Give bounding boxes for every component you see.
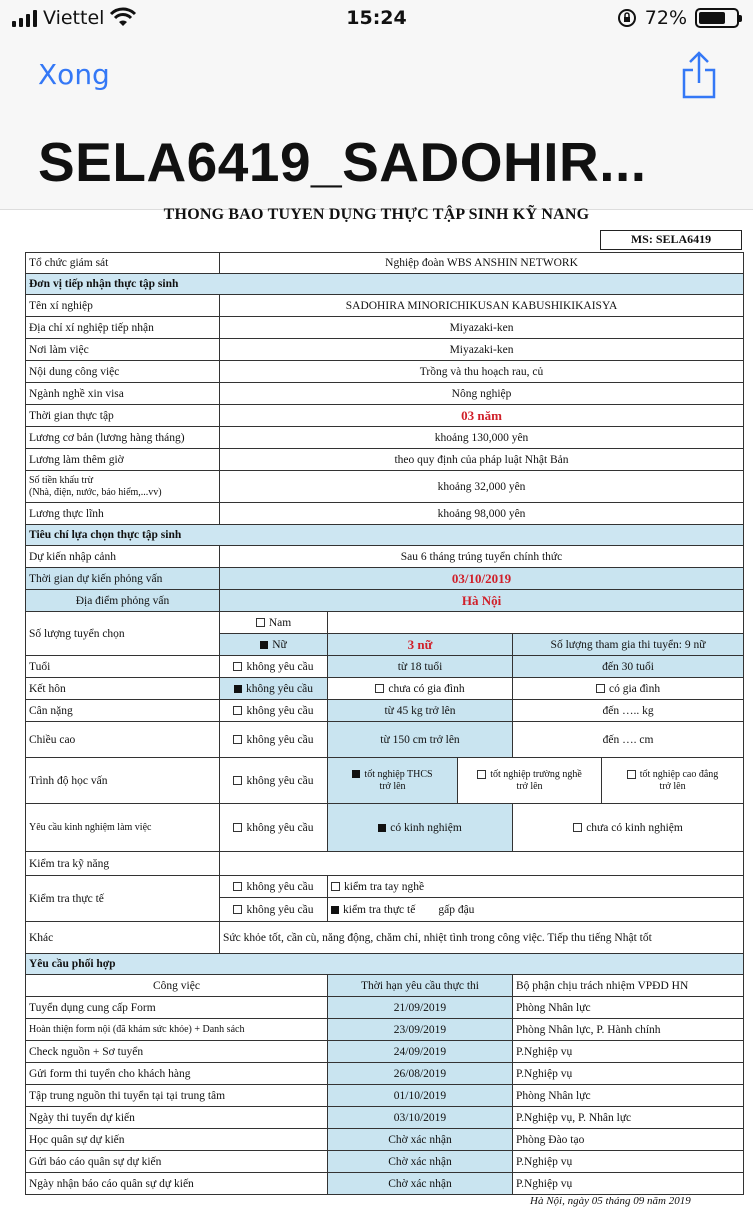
table-row <box>26 449 744 471</box>
battery-percent: 72% <box>644 7 687 29</box>
row-label: Lương làm thêm giờ <box>26 449 220 471</box>
dept-cell: Phòng Nhân lực <box>513 1085 744 1107</box>
no-experience-option <box>513 804 744 852</box>
row-label: Tên xí nghiệp <box>26 295 220 317</box>
checkbox-icon <box>233 735 242 744</box>
table-row <box>26 700 744 722</box>
age-to: đến 30 tuổi <box>513 656 744 678</box>
unmarried-option <box>328 678 513 700</box>
deadline-cell: Chờ xác nhận <box>328 1129 513 1151</box>
row-value: Nông nghiệp <box>220 383 744 405</box>
checkbox-icon <box>573 823 582 832</box>
option-label: không yêu cầu <box>246 821 314 834</box>
craft-test-option <box>328 876 744 898</box>
duration-label: Thời gian thực tập <box>26 405 220 427</box>
dept-cell: Phòng Nhân lực, P. Hành chính <box>513 1019 744 1041</box>
table-row <box>26 722 744 758</box>
section-header <box>26 525 744 546</box>
share-button[interactable] <box>681 50 717 100</box>
weight-label: Cân nặng <box>26 700 220 722</box>
male-label: Nam <box>268 616 292 629</box>
table-row <box>26 1173 744 1195</box>
net-salary-label: Lương thực lĩnh <box>26 503 220 525</box>
dept-cell: Phòng Đào tạo <box>513 1129 744 1151</box>
row-value: Trồng và thu hoạch rau, củ <box>220 361 744 383</box>
table-row <box>26 361 744 383</box>
married-label: Kết hôn <box>26 678 220 700</box>
table-row <box>26 678 744 700</box>
education-no-requirement <box>220 758 328 804</box>
deduction-label <box>26 471 220 503</box>
has-experience-option <box>328 804 513 852</box>
edu-option-secondary <box>328 758 458 804</box>
checkbox-icon <box>375 684 384 693</box>
dept-cell: Phòng Nhân lực <box>513 997 744 1019</box>
section-header <box>26 954 744 975</box>
female-count: 3 nữ <box>328 634 513 656</box>
option-label: không yêu cầu <box>246 660 314 673</box>
checked-box-icon <box>378 824 386 832</box>
column-header: Thời hạn yêu cầu thực thi <box>328 975 513 997</box>
checked-box-icon <box>352 770 360 778</box>
table-row <box>26 295 744 317</box>
option-label: không yêu cầu <box>246 774 314 787</box>
option-label: có kinh nghiệm <box>390 821 462 834</box>
table-row <box>26 852 744 876</box>
done-button[interactable]: Xong <box>38 58 110 91</box>
education-label: Trình độ học vấn <box>26 758 220 804</box>
deadline-cell: 03/10/2019 <box>328 1107 513 1129</box>
option-label: trở lên <box>659 780 686 792</box>
checked-box-icon <box>260 641 268 649</box>
document-footer: Hà Nội, ngày 05 tháng 09 năm 2019 <box>530 1195 691 1207</box>
weight-no-requirement <box>220 700 328 722</box>
deadline-cell: Chờ xác nhận <box>328 1151 513 1173</box>
section-title: Đơn vị tiếp nhận thực tập sinh <box>26 274 744 295</box>
deadline-cell: 23/09/2019 <box>328 1019 513 1041</box>
document-page <box>0 206 753 1207</box>
option-label: chưa có kinh nghiệm <box>586 821 683 834</box>
dept-cell: P.Nghiệp vụ, P. Nhân lực <box>513 1107 744 1129</box>
checkbox-icon <box>233 662 242 671</box>
option-label: không yêu cầu <box>246 733 314 746</box>
height-from: từ 150 cm trở lên <box>328 722 513 758</box>
checkbox-icon <box>256 618 265 627</box>
task-cell: Ngày thi tuyển dự kiến <box>26 1107 328 1129</box>
female-label: Nữ <box>272 638 287 651</box>
interview-place-value: Hà Nội <box>220 590 744 612</box>
deduction-label-note: (Nhà, điện, nước, bảo hiểm,...vv) <box>29 486 162 498</box>
deadline-cell: 26/08/2019 <box>328 1063 513 1085</box>
task-cell: Tuyển dụng cung cấp Form <box>26 997 328 1019</box>
option-label: không yêu cầu <box>246 903 314 916</box>
duration-value: 03 năm <box>220 405 744 427</box>
table-row <box>26 317 744 339</box>
supervisor-value: Nghiệp đoàn WBS ANSHIN NETWORK <box>220 253 744 274</box>
option-label: trở lên <box>516 780 543 792</box>
table-row <box>26 1129 744 1151</box>
table-row <box>26 612 744 634</box>
checkbox-icon <box>233 905 242 914</box>
table-row <box>26 1151 744 1173</box>
height-no-requirement <box>220 722 328 758</box>
task-cell: Hoàn thiện form nội (đã khám sức khỏe) + Danh sách <box>26 1019 328 1041</box>
dept-cell: P.Nghiệp vụ <box>513 1151 744 1173</box>
experience-no-requirement <box>220 804 328 852</box>
dept-cell: P.Nghiệp vụ <box>513 1173 744 1195</box>
deadline-cell: 01/10/2019 <box>328 1085 513 1107</box>
rotation-lock-icon <box>617 8 637 28</box>
table-row <box>26 546 744 568</box>
row-value: SADOHIRA MINORICHIKUSAN KABUSHIKIKAISYA <box>220 295 744 317</box>
table-row <box>26 503 744 525</box>
quantity-label: Số lượng tuyển chọn <box>26 612 220 656</box>
experience-label: Yêu cầu kinh nghiệm làm việc <box>26 804 220 852</box>
deduction-value: khoảng 32,000 yên <box>220 471 744 503</box>
female-option <box>220 634 328 656</box>
table-row <box>26 427 744 449</box>
option-label: tốt nghiệp THCS <box>364 768 433 780</box>
checked-box-icon <box>234 685 242 693</box>
row-label: Lương cơ bản (lương hàng tháng) <box>26 427 220 449</box>
height-label: Chiều cao <box>26 722 220 758</box>
ms-code: MS: SELA6419 <box>600 230 742 250</box>
age-label: Tuổi <box>26 656 220 678</box>
row-value: khoảng 130,000 yên <box>220 427 744 449</box>
nav-bar <box>0 38 753 210</box>
dept-cell: P.Nghiệp vụ <box>513 1063 744 1085</box>
carrier-name: Viettel <box>43 7 105 29</box>
table-row <box>26 1019 744 1041</box>
option-label: chưa có gia đình <box>388 682 465 695</box>
section-title: Yêu cầu phối hợp <box>26 954 744 975</box>
option-label: kiểm tra tay nghề <box>344 880 425 893</box>
row-value: theo quy định của pháp luật Nhật Bản <box>220 449 744 471</box>
married-option <box>513 678 744 700</box>
row-label: Địa chỉ xí nghiệp tiếp nhận <box>26 317 220 339</box>
entry-label: Dự kiến nhập cảnh <box>26 546 220 568</box>
table-row <box>26 471 744 503</box>
checkbox-icon <box>233 776 242 785</box>
section-header <box>26 274 744 295</box>
checkbox-icon <box>233 882 242 891</box>
document-heading: THONG BAO TUYEN DỤNG THỰC TẬP SINH KỸ NANG <box>163 206 590 223</box>
table-row <box>26 253 744 274</box>
age-no-requirement <box>220 656 328 678</box>
table-row <box>26 405 744 427</box>
battery-level <box>699 12 725 24</box>
checkbox-icon <box>331 882 340 891</box>
battery-icon <box>695 8 739 28</box>
edu-option-vocational <box>458 758 602 804</box>
deduction-label-line: Số tiền khấu trừ <box>29 474 94 486</box>
other-value: Sức khỏe tốt, cần cù, năng động, chăm chỉ, nhiệt tình trong công việc. Tiếp thu tiếng Nhật tốt <box>220 922 744 954</box>
recruitment-table <box>25 252 744 1195</box>
table-row <box>26 1041 744 1063</box>
net-salary-value: khoảng 98,000 yên <box>220 503 744 525</box>
column-header: Công việc <box>26 975 328 997</box>
male-option <box>220 612 328 634</box>
deadline-cell: 24/09/2019 <box>328 1041 513 1063</box>
row-label: Nội dung công việc <box>26 361 220 383</box>
row-label: Nơi làm việc <box>26 339 220 361</box>
clock-time: 15:24 <box>346 7 407 29</box>
empty-cell <box>220 852 744 876</box>
table-row <box>26 656 744 678</box>
option-label: trở lên <box>379 780 406 792</box>
option-label: kiểm tra thực tế <box>343 903 416 916</box>
table-row <box>26 568 744 590</box>
option-label: không yêu cầu <box>246 704 314 717</box>
skill-test-label: Kiểm tra kỹ năng <box>26 852 220 876</box>
dept-cell: P.Nghiệp vụ <box>513 1041 744 1063</box>
weight-from: từ 45 kg trở lên <box>328 700 513 722</box>
option-label: không yêu cầu <box>246 880 314 893</box>
checkbox-icon <box>596 684 605 693</box>
option-label: tốt nghiệp cao đẳng <box>639 768 719 780</box>
practical-note: gấp đậu <box>438 903 475 916</box>
table-row <box>26 922 744 954</box>
table-row <box>26 975 744 997</box>
status-right <box>617 7 739 29</box>
table-row <box>26 876 744 898</box>
checkbox-icon <box>477 770 486 779</box>
interview-time-label: Thời gian dự kiến phỏng vấn <box>26 568 220 590</box>
row-value: Miyazaki-ken <box>220 339 744 361</box>
document-title: SELA6419_SADOHIR... <box>38 131 647 193</box>
task-cell: Ngày nhận báo cáo quân sự dự kiến <box>26 1173 328 1195</box>
option-label: tốt nghiệp trường nghề <box>490 768 582 780</box>
task-cell: Học quân sự dự kiến <box>26 1129 328 1151</box>
married-no-requirement <box>220 678 328 700</box>
table-row <box>26 1107 744 1129</box>
table-row <box>26 758 744 804</box>
interview-time-value: 03/10/2019 <box>220 568 744 590</box>
empty-cell <box>328 612 744 634</box>
row-value: Miyazaki-ken <box>220 317 744 339</box>
section-title: Tiêu chí lựa chọn thực tập sinh <box>26 525 744 546</box>
edu-option-college <box>602 758 744 804</box>
status-bar <box>0 0 753 38</box>
deadline-cell: Chờ xác nhận <box>328 1173 513 1195</box>
practical-test-label: Kiểm tra thực tế <box>26 876 220 922</box>
option-label: không yêu cầu <box>245 682 314 695</box>
share-icon <box>681 50 717 100</box>
checkbox-icon <box>627 770 636 779</box>
task-cell: Gửi báo cáo quân sự dự kiến <box>26 1151 328 1173</box>
deadline-cell: 21/09/2019 <box>328 997 513 1019</box>
participants-count: Số lượng tham gia thi tuyển: 9 nữ <box>513 634 744 656</box>
supervisor-label: Tổ chức giám sát <box>26 253 220 274</box>
entry-value: Sau 6 tháng trúng tuyển chính thức <box>220 546 744 568</box>
other-label: Khác <box>26 922 220 954</box>
option-label: có gia đình <box>608 682 661 695</box>
checkbox-icon <box>233 823 242 832</box>
row-label: Ngành nghề xin visa <box>26 383 220 405</box>
table-row <box>26 383 744 405</box>
practical-no-requirement-2 <box>220 898 328 922</box>
weight-to: đến ….. kg <box>513 700 744 722</box>
table-row <box>26 997 744 1019</box>
table-row <box>26 339 744 361</box>
task-cell: Check nguồn + Sơ tuyển <box>26 1041 328 1063</box>
task-cell: Tập trung nguồn thi tuyển tại tại trung tâm <box>26 1085 328 1107</box>
age-from: từ 18 tuổi <box>328 656 513 678</box>
height-to: đến …. cm <box>513 722 744 758</box>
table-row <box>26 1085 744 1107</box>
interview-place-label: Địa điểm phỏng vấn <box>26 590 220 612</box>
table-row <box>26 804 744 852</box>
table-row <box>26 1063 744 1085</box>
task-cell: Gửi form thi tuyển cho khách hàng <box>26 1063 328 1085</box>
practical-test-option <box>328 898 744 922</box>
column-header: Bộ phận chịu trách nhiệm VPĐD HN <box>513 975 744 997</box>
table-row <box>26 590 744 612</box>
checked-box-icon <box>331 906 339 914</box>
practical-no-requirement <box>220 876 328 898</box>
checkbox-icon <box>233 706 242 715</box>
